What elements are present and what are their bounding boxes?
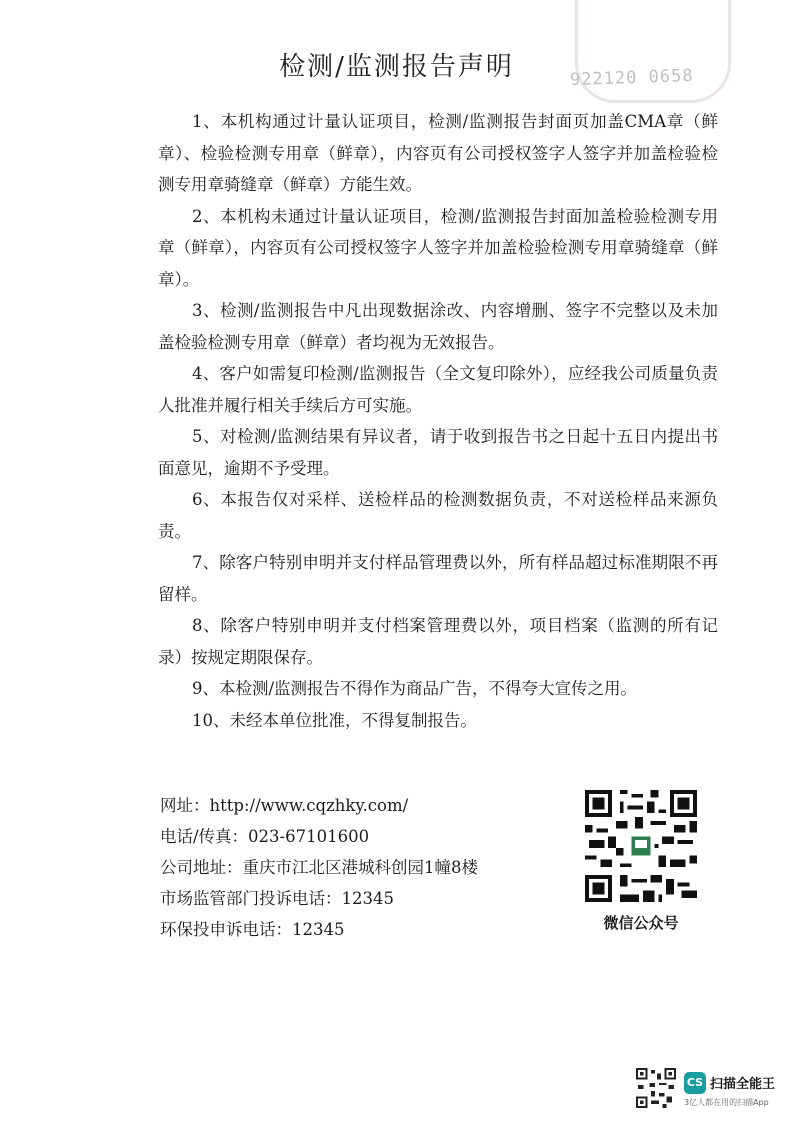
qr-caption: 微信公众号 [603, 914, 679, 932]
clause-list [158, 106, 718, 736]
clause-8: 8、除客户特别申明并支付档案管理费以外，项目档案（监测的所有记录）按规定期限保存。 [158, 616, 718, 667]
app-name: 扫描全能王 [710, 1077, 776, 1092]
clause-6: 6、本报告仅对采样、送检样品的检测数据负责，不对送检样品来源负责。 [158, 490, 718, 541]
website-line: 网址：http://www.cqzhky.com/ [160, 796, 409, 815]
app-tagline: 3亿人都在用的扫描App [684, 1098, 769, 1107]
market-complaint-line: 市场监管部门投诉电话：12345 [160, 889, 394, 908]
qr-code-icon [585, 790, 697, 902]
camscanner-logo: CS [684, 1072, 706, 1094]
clause-1: 1、本机构通过计量认证项目，检测/监测报告封面页加盖CMA章（鲜章）、检验检测专用章（鲜章），内容页有公司授权签字人签字并加盖检验检测专用章骑缝章（鲜章）方能生效。 [158, 112, 718, 194]
clause-2: 2、本机构未通过计量认证项目，检测/监测报告封面加盖检验检测专用章（鲜章），内容页有公司授权签字人签字并加盖检验检测专用章骑缝章（鲜章）。 [158, 206, 718, 289]
clause-3: 3、检测/监测报告中凡出现数据涂改、内容增删、签字不完整以及未加盖检验检测专用章（鲜章）者均视为无效报告。 [158, 301, 718, 352]
env-complaint-line: 环保投申诉电话：12345 [160, 920, 345, 939]
phone-line: 电话/传真：023-67101600 [160, 827, 370, 846]
clause-10: 10、未经本单位批准，不得复制报告。 [192, 710, 477, 730]
clause-4: 4、客户如需复印检测/监测报告（全文复印除外），应经我公司质量负责人批准并履行相关手续后方可实施。 [158, 364, 718, 415]
address-line: 公司地址：重庆市江北区港城科创园1幢8楼 [160, 858, 478, 877]
page-title: 检测/监测报告声明 [279, 52, 514, 82]
mini-qr-icon [636, 1068, 676, 1108]
contact-block [160, 790, 478, 945]
clause-9: 9、本检测/监测报告不得作为商品广告，不得夸大宣传之用。 [192, 679, 638, 698]
clause-5: 5、对检测/监测结果有异议者，请于收到报告书之日起十五日内提出书面意见，逾期不予受理。 [158, 427, 718, 478]
clause-7: 7、除客户特别申明并支付样品管理费以外，所有样品超过标准期限不再留样。 [158, 553, 718, 604]
stamp-number: 922120 0658 [569, 65, 694, 91]
